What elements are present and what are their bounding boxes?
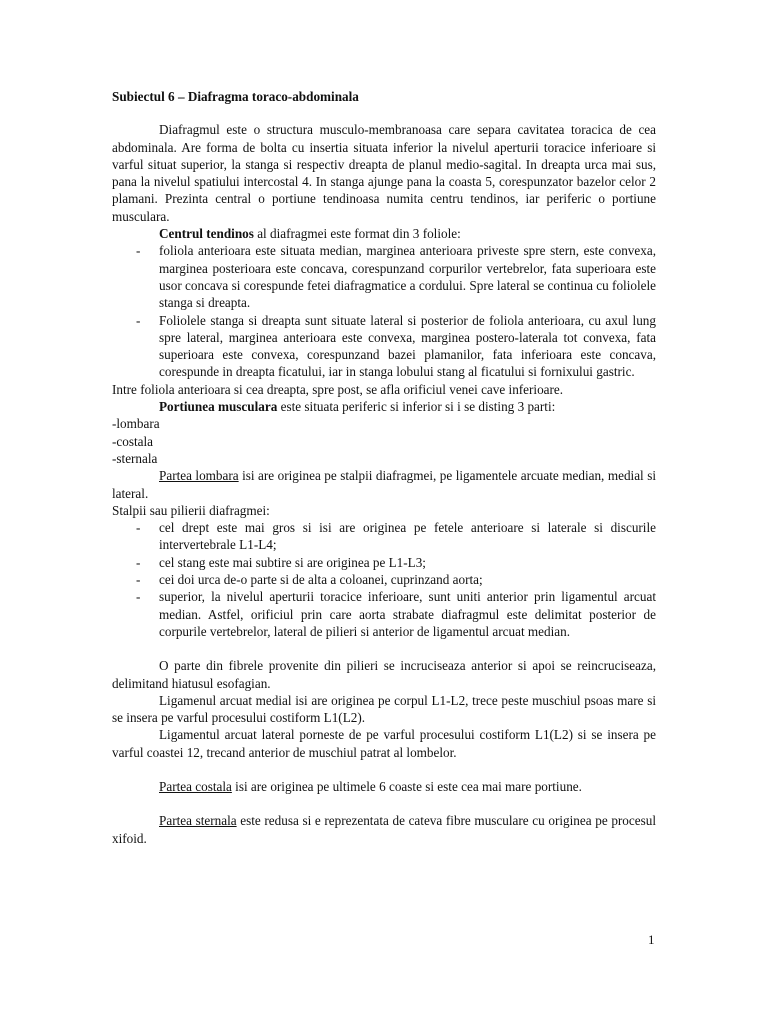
partea-lombara-heading: Partea lombara <box>159 468 239 484</box>
page-number: 1 <box>648 932 655 947</box>
list-item: - superior, la nivelul aperturii toracice inferioare, sunt uniti anterior prin ligamentul arcuat median. Astfel, orificiul prin care aorta strabate diafragmul este delimitat posterior de corpurile vertebrelor, lateral de pilieri si anterior de ligamentul arcuat median. <box>112 588 656 640</box>
partea-costala-text: isi are originea pe ultimele 6 coaste si este cea mai mare portiune. <box>231 778 582 794</box>
partea-sternala-heading: Partea sternala <box>159 813 237 829</box>
spacer <box>112 795 656 812</box>
portiunea-musculara-text: este situata periferic si inferior si i se disting 3 parti: <box>277 399 556 415</box>
hiatus-paragraph: O parte din fibrele provenite din pilieri se incruciseaza anterior si apoi se reincruciseaza, delimitand hiatusul esofagian. <box>112 658 656 691</box>
partea-lombara-paragraph <box>112 467 656 502</box>
vena-cava-paragraph: Intre foliola anterioara si cea dreapta, spre post, se afla orificiul venei cave inferioare. <box>112 381 564 397</box>
document-page <box>112 88 656 847</box>
spacer <box>112 761 656 778</box>
partea-sternala-paragraph <box>112 812 656 847</box>
ligament-lateral-paragraph: Ligamentul arcuat lateral porneste de pe varful procesului costiform L1(L2) si se insera pe varful coastei 12, trecand anterior de muschiul patrat al lombelor. <box>112 727 656 760</box>
partea-lombara-text: isi are originea pe stalpii diafragmei, pe ligamentele arcuate median, medial si lateral. <box>112 468 656 501</box>
intro-paragraph: Diafragmul este o structura musculo-membranoasa care separa cavitatea toracica de cea abdominala. Are forma de bolta cu insertia situata inferior la nivelul aperturii toracice inferioare si varful situat superior, la stanga si respectiv dreapta de planul medio-sagital. In dreapta urca mai sus, pana la nivelul spatiului intercostal 4. In stanga ajunge pana la coasta 5, corespunzator bazelor celor 2 plamani. Prezinta central o portiune tendinoasa numita centru tendinos, iar periferic o portiune musculara. <box>112 122 656 224</box>
centrul-tendinos-text: al diafragmei este format din 3 foliole: <box>253 226 461 242</box>
foliole-list <box>112 242 656 380</box>
list-item: - Foliolele stanga si dreapta sunt situate lateral si posterior de foliola anterioara, cu axul lung spre lateral, marginea anterioara este convexa, marginea postero-laterala tot convexa, fata superioara este convexa, corespunzand bazei plamanilor, fata inferioara este concava, corespunde in dreapta ficatului, iar in stanga lobului stang al ficatului si fornixului gastric. <box>112 312 656 381</box>
partea-costala-paragraph <box>112 778 656 795</box>
list-item: - foliola anterioara este situata median, marginea anterioara priveste spre stern, este convexa, marginea posterioara este concava, corespunzand corpurilor vertebrelor, fata superioara este usor concava si corespunde fetei diafragmatice a cordului. Spre lateral se continua cu foliolele stanga si dreapta. <box>112 242 656 311</box>
portiunea-musculara-heading: Portiunea musculara <box>159 399 278 415</box>
portiunea-musculara-paragraph <box>112 398 656 415</box>
partea-sternala-text: este redusa si e reprezentata de cateva fibre musculare cu originea pe procesul xifoid. <box>112 813 656 846</box>
part-sternala: -sternala <box>112 450 158 466</box>
centrul-tendinos-paragraph <box>112 225 656 242</box>
stalpii-list <box>112 519 656 640</box>
stalpii-intro: Stalpii sau pilierii diafragmei: <box>112 502 270 518</box>
document-title: Subiectul 6 – Diafragma toraco-abdominala <box>112 89 359 104</box>
spacer <box>112 640 656 657</box>
list-item: - cei doi urca de-o parte si de alta a coloanei, cuprinzand aorta; <box>112 571 656 588</box>
part-costala: -costala <box>112 433 154 449</box>
partea-costala-heading: Partea costala <box>159 778 232 794</box>
list-item: - cel drept este mai gros si isi are originea pe fetele anterioare si laterale si discurile intervertebrale L1-L4; <box>112 519 656 554</box>
list-item: - cel stang este mai subtire si are originea pe L1-L3; <box>112 554 656 571</box>
part-lombara: -lombara <box>112 416 160 432</box>
centrul-tendinos-heading: Centrul tendinos <box>159 226 254 242</box>
ligament-medial-paragraph: Ligamenul arcuat medial isi are originea pe corpul L1-L2, trece peste muschiul psoas mare si se insera pe varful procesului costiform L1(L2). <box>112 692 656 726</box>
